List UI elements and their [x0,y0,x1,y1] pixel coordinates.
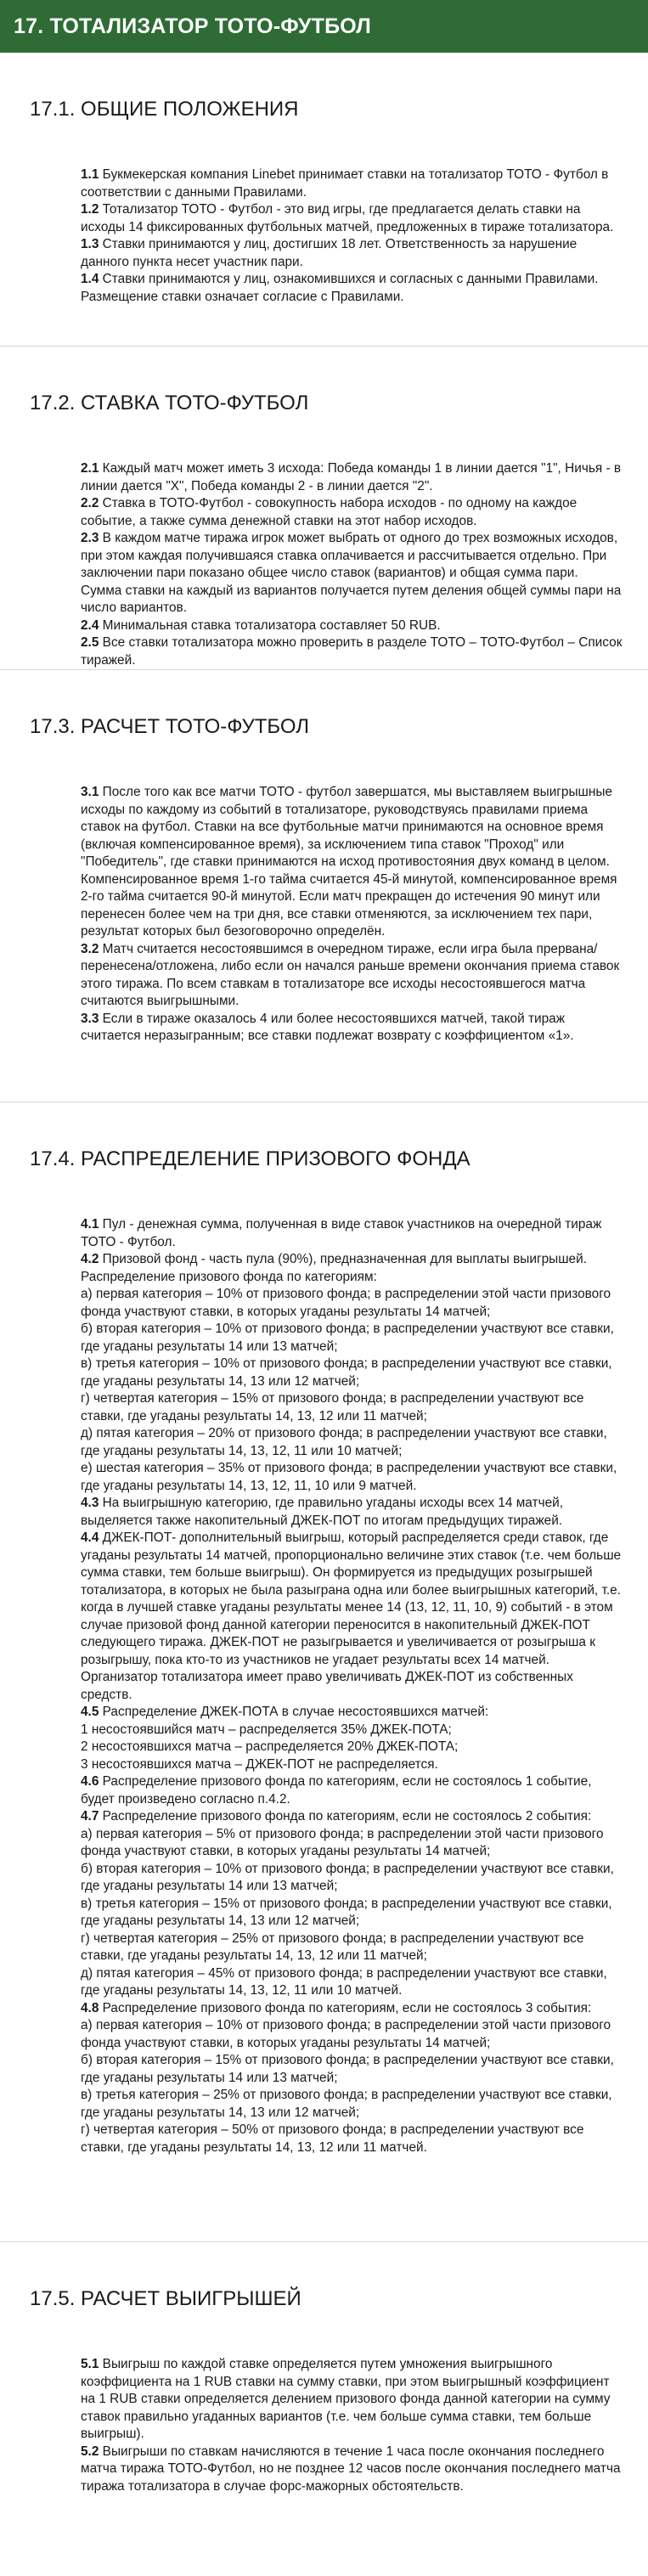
rule-line [81,1896,623,1931]
rule-line [81,1460,623,1495]
rule-text: Ставка в ТОТО-Футбол - совокупность набора исходов - по одному на каждое событие, а также сумма денежной ставки на этот набор исходов. [81,496,578,528]
rule-line [81,1861,623,1896]
rule-number: 2.4 [81,617,99,633]
rule-text: в) третья категория – 25% от призового фонда; в распределении участвуют все ставки, где угаданы результаты 14, 13 или 12 матчей; [81,2088,612,2120]
rule-line [81,1251,623,1269]
rule-number: 5.1 [81,2357,99,2371]
rule-text: Распределение призового фонда по категориям, если не состоялось 1 событие, будет произведено согласно п.4.2. [81,1774,592,1807]
rule-text: 3 несостоявшихся матча – ДЖЕК-ПОТ не распределяется. [81,1756,438,1772]
section-title: 17.5. РАСЧЕТ ВЫИГРЫШЕЙ [30,2287,301,2310]
rule-text: Матч считается несостоявшимся в очередном тираже, если игра была прервана/перенесена/отложена, либо если он начался раньше времени окончания приема ставок этого тиража. По всем ставкам в тотализаторе все исходы несостоявшегося матча считаются выигрышными. [81,941,620,1008]
rule-line [81,2000,623,2018]
rule-text: Ставки принимаются у лиц, ознакомившихся и согласных с данными Правилами. Размещение ставки означает согласие с Правилами. [81,272,599,304]
rule-line [81,1390,623,1425]
rule-text: Призовой фонд - часть пула (90%), предназначенная для выплаты выигрышей. [99,1252,587,1266]
rule-number: 4.5 [81,1705,99,1719]
rule-text: После того как все матчи ТОТО - футбол завершатся, мы выставляем выигрышные исходы по каждому из событий в тотализаторе, руководствуясь правилами приема ставок на футбол. Ставки на все футбольные матчи принимаются на основное время (включая компенсированное время), за исключением типа ставок "Проход" или "Победитель", где ставки принимаются на исход противостояния двух команд в целом. Компенсированное время 1-го тайма считается 45-й минутой, компенсированное время 2-го тайма считается 90-й минутой. Если матч прекращен до истечения 90 минут или перенесен более чем на три дня, все ставки отменяются, за исключением тех пари, результат которых был безоговорочно определён. [81,785,617,939]
rule-line [81,166,623,201]
rule-number: 2.1 [81,461,99,476]
rule-text: а) первая категория – 10% от призового фонда; в распределении этой части призового фонда участвуют ставки, в которых угаданы результаты 14 матчей; [81,1287,611,1319]
section-body [0,1198,648,2173]
section-general [0,53,648,347]
section-bet [0,347,648,670]
rule-line [81,1704,623,1722]
rule-text: На выигрышную категорию, где правильно угаданы исходы всех 14 матчей, выделяется также накопительный ДЖЕК-ПОТ по итогам предыдущих тиражей. [81,1496,564,1528]
rule-line [81,784,623,941]
rule-text: В каждом матче тиража игрок может выбрать от одного до трех возможных исходов, при этом каждая получившаяся ставка оплачивается и рассчитывается отдельно. При заключении пари показано общее число ставок (вариантов) и общая сумма пари. Сумма ставки на каждый из вариантов получается путем деления общей суммы пари на число вариантов. [81,531,622,615]
section-title: 17.1. ОБЩИЕ ПОЛОЖЕНИЯ [30,98,299,121]
section-body [0,2337,648,2512]
rule-number: 4.2 [81,1252,99,1266]
rule-text: Тотализатор ТОТО - Футбол - это вид игры, где предлагается делать ставки на исходы 14 фиксированных футбольных матчей, предложенных в тираже тотализатора. [81,202,614,234]
rule-text: г) четвертая категория – 15% от призового фонда; в распределении участвуют все ставки, где угаданы результаты 14, 13, 12 или 11 матчей; [81,1391,584,1423]
rule-text: д) пятая категория – 45% от призового фонда; в распределении участвуют все ставки, где угаданы результаты 14, 13, 12, 11 или 10 матчей. [81,1965,607,1998]
rule-number: 3.1 [81,785,99,799]
rule-line [81,2122,623,2156]
section-body [0,765,648,1063]
rule-text: д) пятая категория – 20% от призового фонда; в распределении участвуют все ставки, где угаданы результаты 14, 13, 12, 11 или 10 матчей; [81,1426,607,1458]
rule-text: а) первая категория – 5% от призового фонда; в распределении этой части призового фонда участвуют ставки, в которых угаданы результаты 14 матчей; [81,1826,604,1858]
rule-text: е) шестая категория – 35% от призового фонда; в распределении участвуют все ставки, где угаданы результаты 14, 13, 12, 11, 10 или 9 матчей. [81,1461,617,1493]
rule-number: 2.5 [81,635,99,650]
rule-text: Распределение ДЖЕК-ПОТА в случае несостоявшихся матчей: [99,1705,489,1719]
section-body [0,442,648,686]
rule-line [81,1756,623,1774]
rule-line [81,1530,623,1704]
rule-text: Если в тираже оказалось 4 или более несостоявшихся матчей, такой тираж считается неразыгранным; все ставки подлежат возврату с коэффициентом «1». [81,1011,574,1043]
rule-line [81,617,623,635]
section-body [0,148,648,323]
rule-text: Букмекерская компания Linebet принимает ставки на тотализатор ТОТО - Футбол в соответствии с данными Правилами. [81,167,609,200]
rule-number: 1.4 [81,272,99,286]
rule-line [81,271,623,306]
rule-line [81,1808,623,1826]
page-title: 17. ТОТАЛИЗАТОР ТОТО-ФУТБОЛ [0,0,648,53]
rule-line [81,2356,623,2444]
rule-number: 1.2 [81,202,99,217]
rule-line [81,1216,623,1251]
rule-number: 3.2 [81,941,99,956]
rule-number: 1.3 [81,237,99,251]
rule-line [81,941,623,1011]
rule-text: б) вторая категория – 15% от призового фонда; в распределении участвуют все ставки, где угаданы результаты 14 или 13 матчей; [81,2053,614,2085]
rule-line [81,460,623,495]
rule-line [81,1269,623,1287]
section-title: 17.2. СТАВКА ТОТО-ФУТБОЛ [30,392,309,414]
rule-text: б) вторая категория – 10% от призового фонда; в распределении участвуют все ставки, где угаданы результаты 14 или 13 матчей; [81,1861,614,1893]
rule-line [81,634,623,669]
rule-text: Распределение призового фонда по категориям: [81,1269,377,1284]
rule-number: 5.2 [81,2444,99,2459]
rule-text: Ставки принимаются у лиц, достигших 18 лет. Ответственность за нарушение данного пункта несет участник пари. [81,237,578,269]
rule-line [81,1722,623,1739]
rule-line [81,1826,623,1861]
rule-text: ДЖЕК-ПОТ- дополнительный выигрыш, который распределяется среди ставок, где угаданы результаты 14 матчей, пропорционально величине этих ставок (т.е. чем больше сумма ставки, тем больше выигрыш). Он формируется из предыдущих розыгрышей тотализатора, в которых не была разыграна одна или более выигрышных категорий, т.е. когда в лучшей ставке угаданы результаты менее 14 (13, 12, 11, 10, 9) событий - в этом случае призовой фонд данной категории переносится в накопительный ДЖЕК-ПОТ следующего тиража. ДЖЕК-ПОТ не разыгрывается и увеличивается от розыгрыша к розыгрышу, пока кто-то из участников не угадает результаты всех 14 матчей. Организатор тотализатора имеет право увеличивать ДЖЕК-ПОТ из собственных средств. [81,1530,622,1702]
rule-number: 1.1 [81,167,99,182]
rule-line [81,495,623,530]
section-winnings [0,2242,648,2576]
rule-number: 4.8 [81,2000,99,2015]
rule-line [81,1773,623,1808]
rule-line [81,530,623,617]
rule-text: г) четвертая категория – 50% от призового фонда; в распределении участвуют все ставки, где угаданы результаты 14, 13, 12 или 11 матчей. [81,2122,584,2155]
rule-number: 4.3 [81,1496,99,1510]
rule-line [81,1495,623,1530]
rule-text: Минимальная ставка тотализатора составляет 50 RUB. [99,617,441,633]
rule-text: в) третья категория – 15% от призового фонда; в распределении участвуют все ставки, где угаданы результаты 14, 13 или 12 матчей; [81,1896,612,1928]
rule-line [81,1931,623,1965]
rule-text: в) третья категория – 10% от призового фонда; в распределении участвуют все ставки, где угаданы результаты 14, 13 или 12 матчей; [81,1356,612,1389]
rule-line [81,2017,623,2052]
rule-line [81,1965,623,2000]
rule-text: а) первая категория – 10% от призового фонда; в распределении этой части призового фонда участвуют ставки, в которых угаданы результаты 14 матчей; [81,2018,611,2050]
rule-number: 2.2 [81,496,99,510]
rule-text: Все ставки тотализатора можно проверить в разделе ТОТО – ТОТО-Футбол – Список тиражей. [81,635,623,668]
rule-line [81,1425,623,1460]
section-settlement [0,670,648,1102]
rule-text: Каждый матч может иметь 3 исхода: Победа команды 1 в линии дается "1", Ничья - в линии дается "X", Победа команды 2 - в линии дается "2". [81,461,622,493]
rule-text: Выигрыши по ставкам начисляются в течение 1 часа после окончания последнего матча тиража ТОТО-Футбол, но не позднее 12 часов после окончания последнего матча тиража тотализатора в случае форс-мажорных обстоятельств. [81,2444,621,2494]
rule-text: б) вторая категория – 10% от призового фонда; в распределении участвуют все ставки, где угаданы результаты 14 или 13 матчей; [81,1322,614,1354]
rule-number: 2.3 [81,531,99,545]
rule-text: Выигрыш по каждой ставке определяется путем умножения выигрышного коэффициента на 1 RUB ставки на сумму ставки, при этом выигрышный коэффициент на 1 RUB ставки определяется делением призового фонда данной категории на сумму ставок правильно угаданных вариантов (т.е. чем больше сумма ставки, тем больше выигрыш). [81,2357,611,2441]
rule-line [81,201,623,236]
section-title: 17.4. РАСПРЕДЕЛЕНИЕ ПРИЗОВОГО ФОНДА [30,1147,471,1170]
rule-line [81,2444,623,2496]
rule-line [81,1011,623,1046]
rule-text: Распределение призового фонда по категориям, если не состоялось 3 события: [99,2000,592,2015]
rule-line [81,1286,623,1321]
rule-number: 4.1 [81,1217,99,1232]
rule-number: 4.6 [81,1774,99,1789]
rule-line [81,236,623,271]
rule-text: г) четвертая категория – 25% от призового фонда; в распределении участвуют все ставки, где угаданы результаты 14, 13, 12 или 11 матчей; [81,1931,584,1963]
section-prize-fund [0,1102,648,2242]
rule-text: Распределение призового фонда по категориям, если не состоялось 2 события: [99,1809,592,1823]
rule-number: 4.7 [81,1809,99,1823]
rule-line [81,1739,623,1756]
rule-line [81,1356,623,1390]
rule-text: 1 несостоявшийся матч – распределяется 35% ДЖЕК-ПОТА; [81,1722,452,1737]
rule-number: 4.4 [81,1530,99,1545]
rule-line [81,1321,623,1356]
section-title: 17.3. РАСЧЕТ ТОТО-ФУТБОЛ [30,715,309,738]
rule-line [81,2052,623,2087]
rule-text: Пул - денежная сумма, полученная в виде ставок участников на очередной тираж ТОТО - Футбол. [81,1217,602,1249]
rule-number: 3.3 [81,1011,99,1026]
rule-line [81,2087,623,2122]
rule-text: 2 несостоявшихся матча – распределяется 20% ДЖЕК-ПОТА; [81,1739,459,1754]
